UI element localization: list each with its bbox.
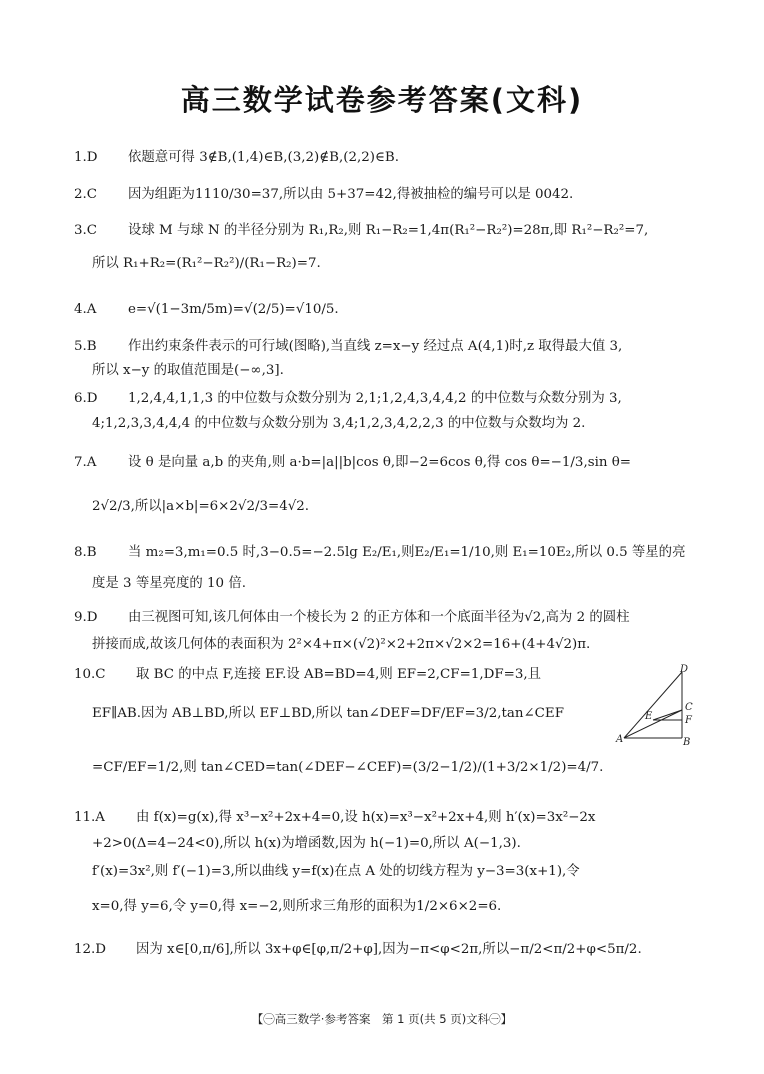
answer-4 xyxy=(74,300,714,320)
answer-6-continued: 4;1,2,3,3,4,4,4 的中位数与众数分别为 3,4;1,2,3,4,2,2,3 的中位数与众数均为 2. xyxy=(92,416,586,431)
page-title: 高三数学试卷参考答案(文科) xyxy=(180,83,584,117)
answer-10 xyxy=(74,665,604,685)
answer-8 xyxy=(74,543,714,563)
answer-6 xyxy=(74,389,714,409)
answer-text: 因为组距为1110/30=37,所以由 5+37=42,得被抽检的编号可以是 0042. xyxy=(128,187,574,202)
answer-12 xyxy=(74,940,714,960)
answer-number: 6.D xyxy=(74,391,98,406)
label-d: D xyxy=(680,664,689,675)
answer-text: 由 f(x)=g(x),得 x³−x²+2x+4=0,设 h(x)=x³−x²+2x+4,则 h′(x)=3x²−2x xyxy=(136,810,596,825)
answer-text: 1,2,4,4,1,1,3 的中位数与众数分别为 2,1;1,2,4,3,4,4,2 的中位数与众数分别为 3, xyxy=(128,391,622,406)
answer-number: 11.A xyxy=(74,810,105,825)
answer-11-continued-1: +2>0(Δ=4−24<0),所以 h(x)为增函数,因为 h(−1)=0,所以 A(−1,3). xyxy=(92,836,521,851)
segment-ad xyxy=(624,672,682,738)
answer-2 xyxy=(74,185,714,205)
segment-ac xyxy=(624,710,682,738)
answer-text: 由三视图可知,该几何体由一个棱长为 2 的正方体和一个底面半径为√2,高为 2 的圆柱 xyxy=(128,610,630,625)
answer-7-continued: 2√2/3,所以|a×b|=6×2√2/3=4√2. xyxy=(92,499,310,514)
answer-1 xyxy=(74,148,714,168)
answer-11-continued-2: f′(x)=3x²,则 f′(−1)=3,所以曲线 y=f(x)在点 A 处的切线方程为 y−3=3(x+1),令 xyxy=(92,864,580,879)
answer-text: 设 θ 是向量 a,b 的夹角,则 a·b=|a||b|cos θ,即−2=6cos θ,得 cos θ=−1/3,sin θ= xyxy=(128,455,632,470)
answer-11-continued-3: x=0,得 y=6,令 y=0,得 x=−2,则所求三角形的面积为1/2×6×2=6. xyxy=(92,899,502,914)
answer-3 xyxy=(74,221,714,241)
answer-number: 12.D xyxy=(74,942,107,957)
answer-7 xyxy=(74,453,714,473)
answer-9 xyxy=(74,608,714,628)
answer-3-continued: 所以 R₁+R₂=(R₁²−R₂²)/(R₁−R₂)=7. xyxy=(92,256,321,271)
answer-number: 1.D xyxy=(74,150,98,165)
answer-text: e=√(1−3m/5m)=√(2/5)=√10/5. xyxy=(128,302,339,317)
answer-5 xyxy=(74,337,714,357)
answer-number: 7.A xyxy=(74,455,97,470)
answer-number: 8.B xyxy=(74,545,97,560)
label-a: A xyxy=(616,734,624,745)
label-b: B xyxy=(683,737,691,748)
label-c: C xyxy=(685,702,693,713)
answer-number: 3.C xyxy=(74,223,98,238)
answer-number: 4.A xyxy=(74,302,97,317)
label-e: E xyxy=(645,711,653,722)
answer-8-continued: 度是 3 等星亮度的 10 倍. xyxy=(92,576,246,591)
answer-text: 作出约束条件表示的可行域(图略),当直线 z=x−y 经过点 A(4,1)时,z 取得最大值 3, xyxy=(128,339,623,354)
segment-ec xyxy=(653,710,682,720)
answer-text: 依题意可得 3∉B,(1,4)∈B,(3,2)∉B,(2,2)∈B. xyxy=(128,150,399,165)
answer-9-continued: 拼接而成,故该几何体的表面积为 2²×4+π×(√2)²×2+2π×√2×2=16+(4+4√2)π. xyxy=(92,637,591,652)
triangle-figure xyxy=(614,664,700,748)
answer-5-continued: 所以 x−y 的取值范围是(−∞,3]. xyxy=(92,363,284,378)
answer-number: 5.B xyxy=(74,339,97,354)
answer-number: 10.C xyxy=(74,667,106,682)
answer-10-continued-2: =CF/EF=1/2,则 tan∠CED=tan(∠DEF−∠CEF)=(3/2−1/2)/(1+3/2×1/2)=4/7. xyxy=(92,760,604,775)
answer-text: 取 BC 的中点 F,连接 EF.设 AB=BD=4,则 EF=2,CF=1,DF=3,且 xyxy=(136,667,542,682)
answer-text: 当 m₂=3,m₁=0.5 时,3−0.5=−2.5lg E₂/E₁,则E₂/E₁=1/10,则 E₁=10E₂,所以 0.5 等星的亮 xyxy=(128,545,686,560)
answer-text: 因为 x∈[0,π/6],所以 3x+φ∈[φ,π/2+φ],因为−π<φ<2π,所以−π/2<π/2+φ<5π/2. xyxy=(136,942,642,957)
label-f: F xyxy=(685,715,692,726)
answer-10-continued-1: EF∥AB.因为 AB⊥BD,所以 EF⊥BD,所以 tan∠DEF=DF/EF=3/2,tan∠CEF xyxy=(92,706,564,721)
answer-11 xyxy=(74,808,714,828)
answer-text: 设球 M 与球 N 的半径分别为 R₁,R₂,则 R₁−R₂=1,4π(R₁²−R₂²)=28π,即 R₁²−R₂²=7, xyxy=(128,223,649,238)
page-footer: 【㊀高三数学·参考答案 第 1 页(共 5 页)文科㊀】 xyxy=(251,1012,513,1026)
answer-number: 2.C xyxy=(74,187,98,202)
answer-number: 9.D xyxy=(74,610,98,625)
